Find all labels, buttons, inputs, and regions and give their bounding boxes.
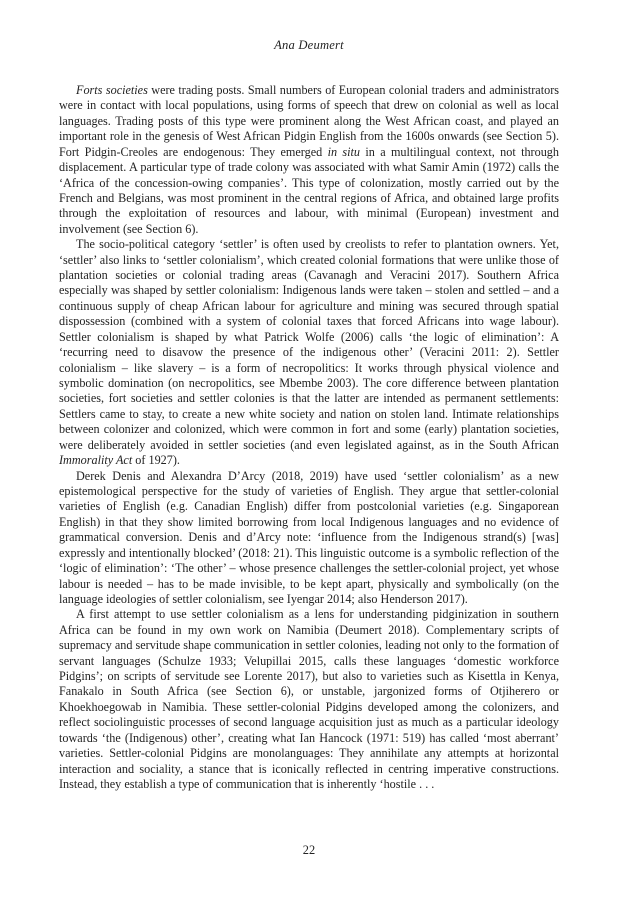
paragraph: A first attempt to use settler colonialism as a lens for understanding pidginization in southern Africa can be found in my own work on Namibia (Deumert 2018). Complementary scripts of supremacy and servitude shape communication in settler colonies, leading not only to the formation of servant languages (Schulze 1933; Velupillai 2015, calls these languages ‘domestic workforce Pidgins’; on scripts of servitude see Lorente 2017), but also to varieties such as Kisettla in Kenya, Fanakalo in South Africa (see Section 6), or unstable, jargonized forms of Otjiherero or Khoekhoegowab in Namibia. These settler-colonial Pidgins developed among the colonizers, and reflect sociolinguistic processes of second language acquisition just as much as a particular ideology towards ‘the (Indigenous) other’, creating what Ian Hancock (1971: 519) has called ‘most aberrant’ varieties. Settler-colonial Pidgins are monolanguages: They annihilate any attempts at horizontal interaction and sociality, a stance that is iconically reflected in centring imperative constructions. Instead, they establish a type of communication that is inherently ‘hostile . . . (59, 607, 559, 791)
paragraph: Derek Denis and Alexandra D’Arcy (2018, 2019) have used ‘settler colonialism’ as a new epistemological perspective for the study of varieties of English. They argue that settler-colonial varieties of English (e.g. Canadian English) differ from postcolonial varieties (e.g. Singaporean English) in that they show limited borrowing from local Indigenous languages and no evidence of grammatical conversion. Denis and d’Arcy note: ‘influence from the Indigenous strand(s) [was] expressly and intentionally blocked’ (2018: 21). This linguistic outcome is a symbolic reflection of the ‘logic of elimination’: ‘The other’ – whose presence challenges the settler-colonial project, yet whose labour is needed – has to be made invisible, to be kept apart, physically and symbolically (on the language ideologies of settler colonialism, see Iyengar 2014; also Henderson 2017). (59, 468, 559, 606)
paragraph: Forts societies were trading posts. Small numbers of European colonial traders and administrators were in contact with local populations, using forms of speech that drew on colonial as well as local languages. Trading posts of this type were prominent along the West African coast, and played an important role in the genesis of West African Pidgin English from the 1600s onwards (see Section 5). Fort Pidgin-Creoles are endogenous: They emerged in situ in a multilingual context, not through displacement. A particular type of trade colony was associated with what Samir Amin (1972) calls the ‘Africa of the concession-owing companies’. This type of colonization, mostly carried out by the French and Belgians, was most prominent in the central regions of Africa, and obtained large profits through the exploitation of resources and labour, with minimal (European) investment and involvement (see Section 6). (59, 83, 559, 236)
body-paragraphs (59, 83, 559, 792)
running-head: Ana Deumert (274, 38, 344, 52)
paragraph: The socio-political category ‘settler’ is often used by creolists to refer to plantation owners. Yet, ‘settler’ also links to ‘settler colonialism’, which created colonial formations that were unlike those of plantation societies or colonial trading areas (Cavanagh and Veracini 2017). Southern Africa especially was shaped by settler colonialism: Indigenous lands were taken – stolen and settled – and a continuous supply of cheap African labour for agriculture and mining was secured through spatial dispossession (combined with a system of colonial taxes that forced Africans into wage labour). Settler colonialism is shaped by what Patrick Wolfe (2006) calls ‘the logic of elimination’: A ‘recurring need to disavow the presence of the indigenous other’ (Veracini 2011: 2). Settler colonialism – like slavery – is a form of necropolitics: It works through physical violence and symbolic domination (on necropolitics, see Mbembe 2003). The core difference between plantation societies, fort societies and settler colonies is that the latter are intended as permanent settlements: Settlers came to stay, to create a new white society and nation on stolen land. Intimate relationships between colonizer and colonized, which were common in fort and some (early) plantation societies, were deliberately avoided in settler societies (and even legislated against, as in the South African Immorality Act of 1927). (59, 237, 559, 468)
italic-text: in situ (327, 144, 361, 159)
italic-text: Forts societies (76, 83, 148, 97)
page-number: 22 (302, 843, 316, 857)
italic-text: Immorality Act (59, 453, 133, 468)
